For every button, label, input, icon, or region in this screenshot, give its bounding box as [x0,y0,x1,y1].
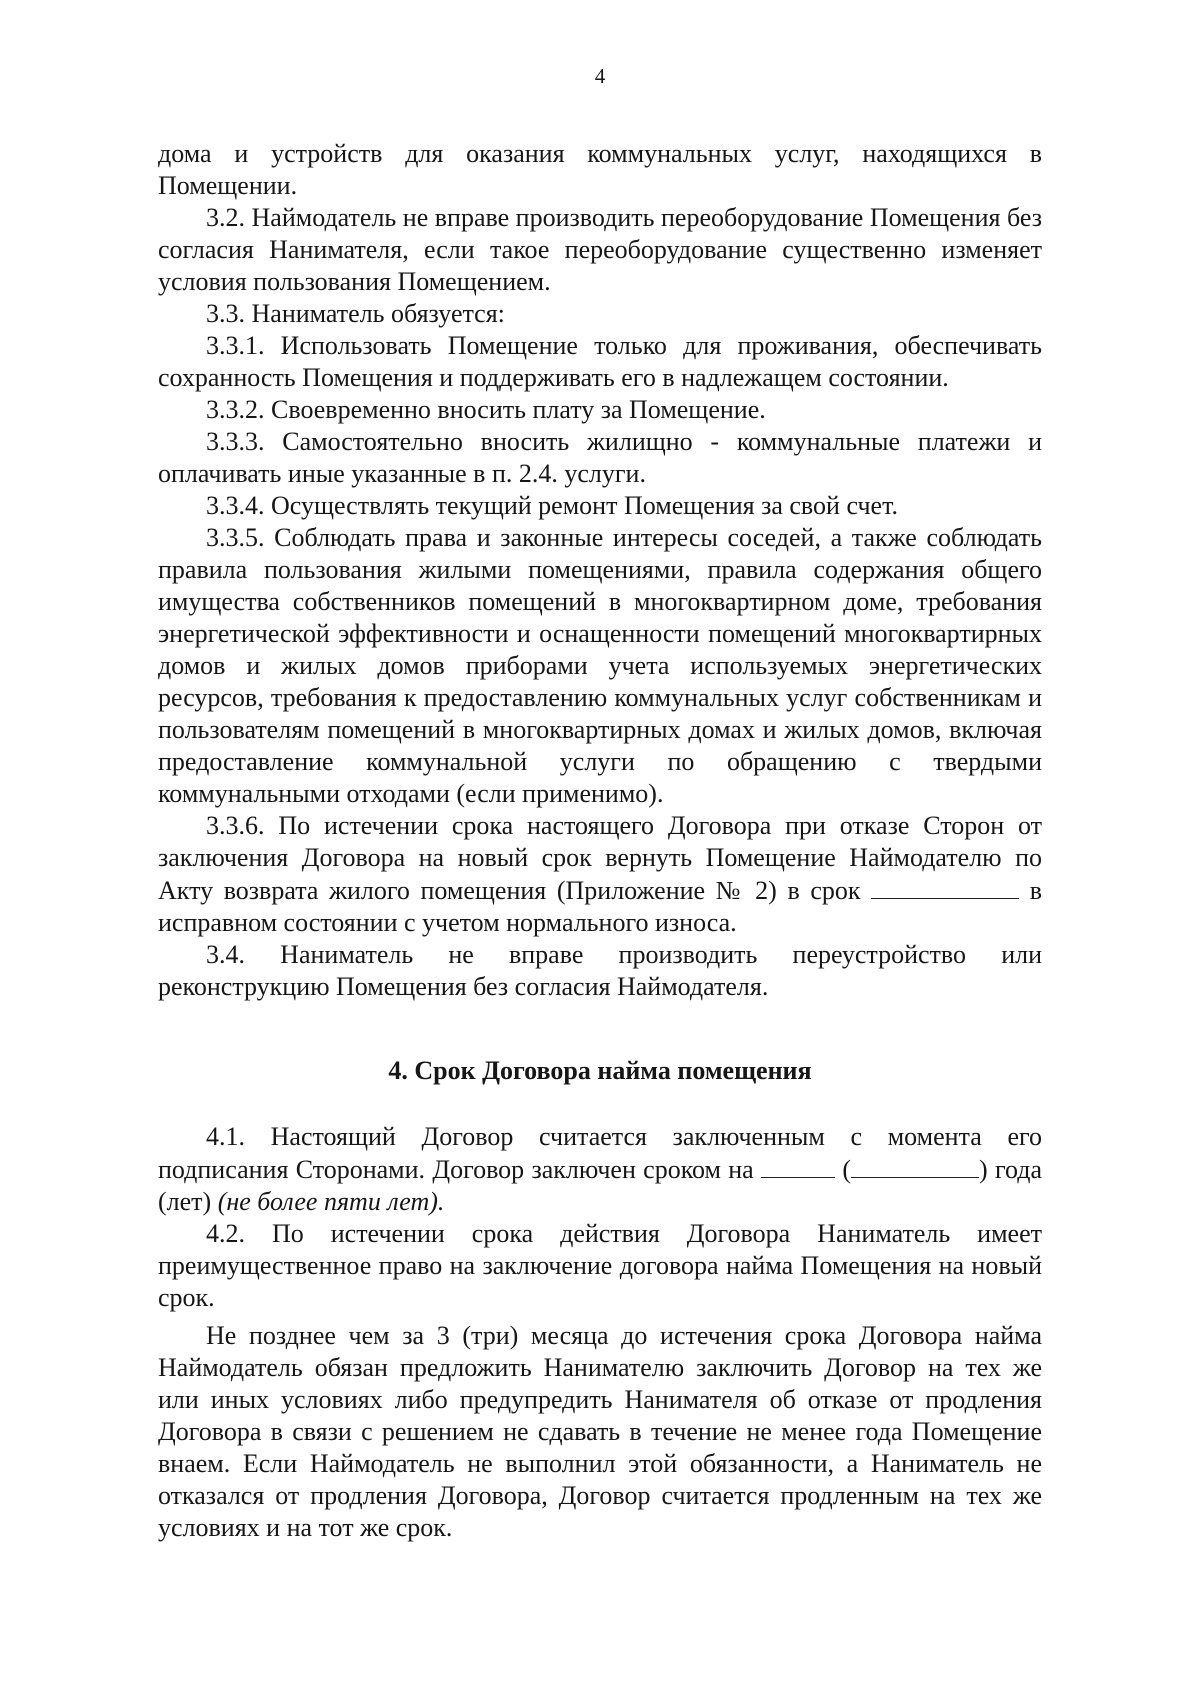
clause-3-3-6 [158,810,1042,939]
clause-3-2: 3.2. Наймодатель не вправе производить переоборудование Помещения без согласия Нанимателя, если такое переоборудование существенно изменяет условия пользования Помещением. [158,203,1042,296]
clause-3-3: 3.3. Наниматель обязуется: [206,299,505,328]
clause-3-3-1: 3.3.1. Использовать Помещение только для проживания, обеспечивать сохранность Помещения и поддерживать его в надлежащем состоянии. [158,331,1042,392]
term-number-blank [761,1153,835,1178]
clause-3-3-2: 3.3.2. Своевременно вносить плату за Помещение. [206,395,766,424]
clause-3-3-6-text: 3.3.6. По истечении срока настоящего Договора при отказе Сторон от заключения Договора на новый срок вернуть Помещение Наймодателю по Акту возврата жилого помещения (Приложение № 2) в срок [158,811,1042,905]
document-body [158,138,1042,1544]
term-unit: года (лет) [158,1155,1042,1216]
clause-3-3-6-tail: в исправном состоянии с учетом нормального износа. [158,876,1042,937]
clause-3-4: 3.4. Наниматель не вправе производить переустройство или реконструкцию Помещения без согласия Наймодателя. [158,940,1042,1001]
term-note: (не более пяти лет). [217,1187,445,1216]
clause-4-1-text: 4.1. Настоящий Договор считается заключенным с момента его подписания Сторонами. Договор заключен сроком на [158,1122,1042,1184]
clause-3-3-4: 3.3.4. Осуществлять текущий ремонт Помещения за свой счет. [206,491,898,520]
page-number: 4 [594,64,606,88]
term-words-blank [851,1153,979,1178]
paren-open: ( [842,1155,851,1184]
paragraph-continuation: дома и устройств для оказания коммунальных услуг, находящихся в Помещении. [158,139,1042,200]
clause-4-2-extension: Не позднее чем за 3 (три) месяца до истечения срока Договора найма Наймодатель обязан предложить Нанимателю заключить Договор на тех же или иных условиях либо предупредить Нанимателя об отказе от продления Договора в связи с решением не сдавать в течение не менее года Помещение внаем. Если Наймодатель не выполнил этой обязанности, а Наниматель не отказался от продления Договора, Договор считается продленным на тех же условиях и на тот же срок. [158,1321,1042,1542]
paren-close: ) [978,1155,988,1184]
return-term-blank [871,874,1019,899]
clause-4-1 [158,1121,1042,1218]
clause-3-3-3: 3.3.3. Самостоятельно вносить жилищно - коммунальные платежи и оплачивать иные указанные в п. 2.4. услуги. [158,427,1042,488]
clause-3-3-5: 3.3.5. Соблюдать права и законные интересы соседей, а также соблюдать правила пользования жилыми помещениями, правила содержания общего имущества собственников помещений в многоквартирном доме, требования энергетической эффективности и оснащенности помещений многоквартирных домов и жилых домов приборами учета используемых энергетических ресурсов, требования к предоставлению коммунальных услуг собственникам и пользователям помещений в многоквартирных домах и жилых домов, включая предоставление коммунальной услуги по обращению с твердыми коммунальными отходами (если применимо). [158,523,1042,808]
section-heading-4: 4. Срок Договора найма помещения [388,1056,812,1085]
clause-4-2: 4.2. По истечении срока действия Договора Наниматель имеет преимущественное право на заключение договора найма Помещения на новый срок. [158,1219,1042,1312]
